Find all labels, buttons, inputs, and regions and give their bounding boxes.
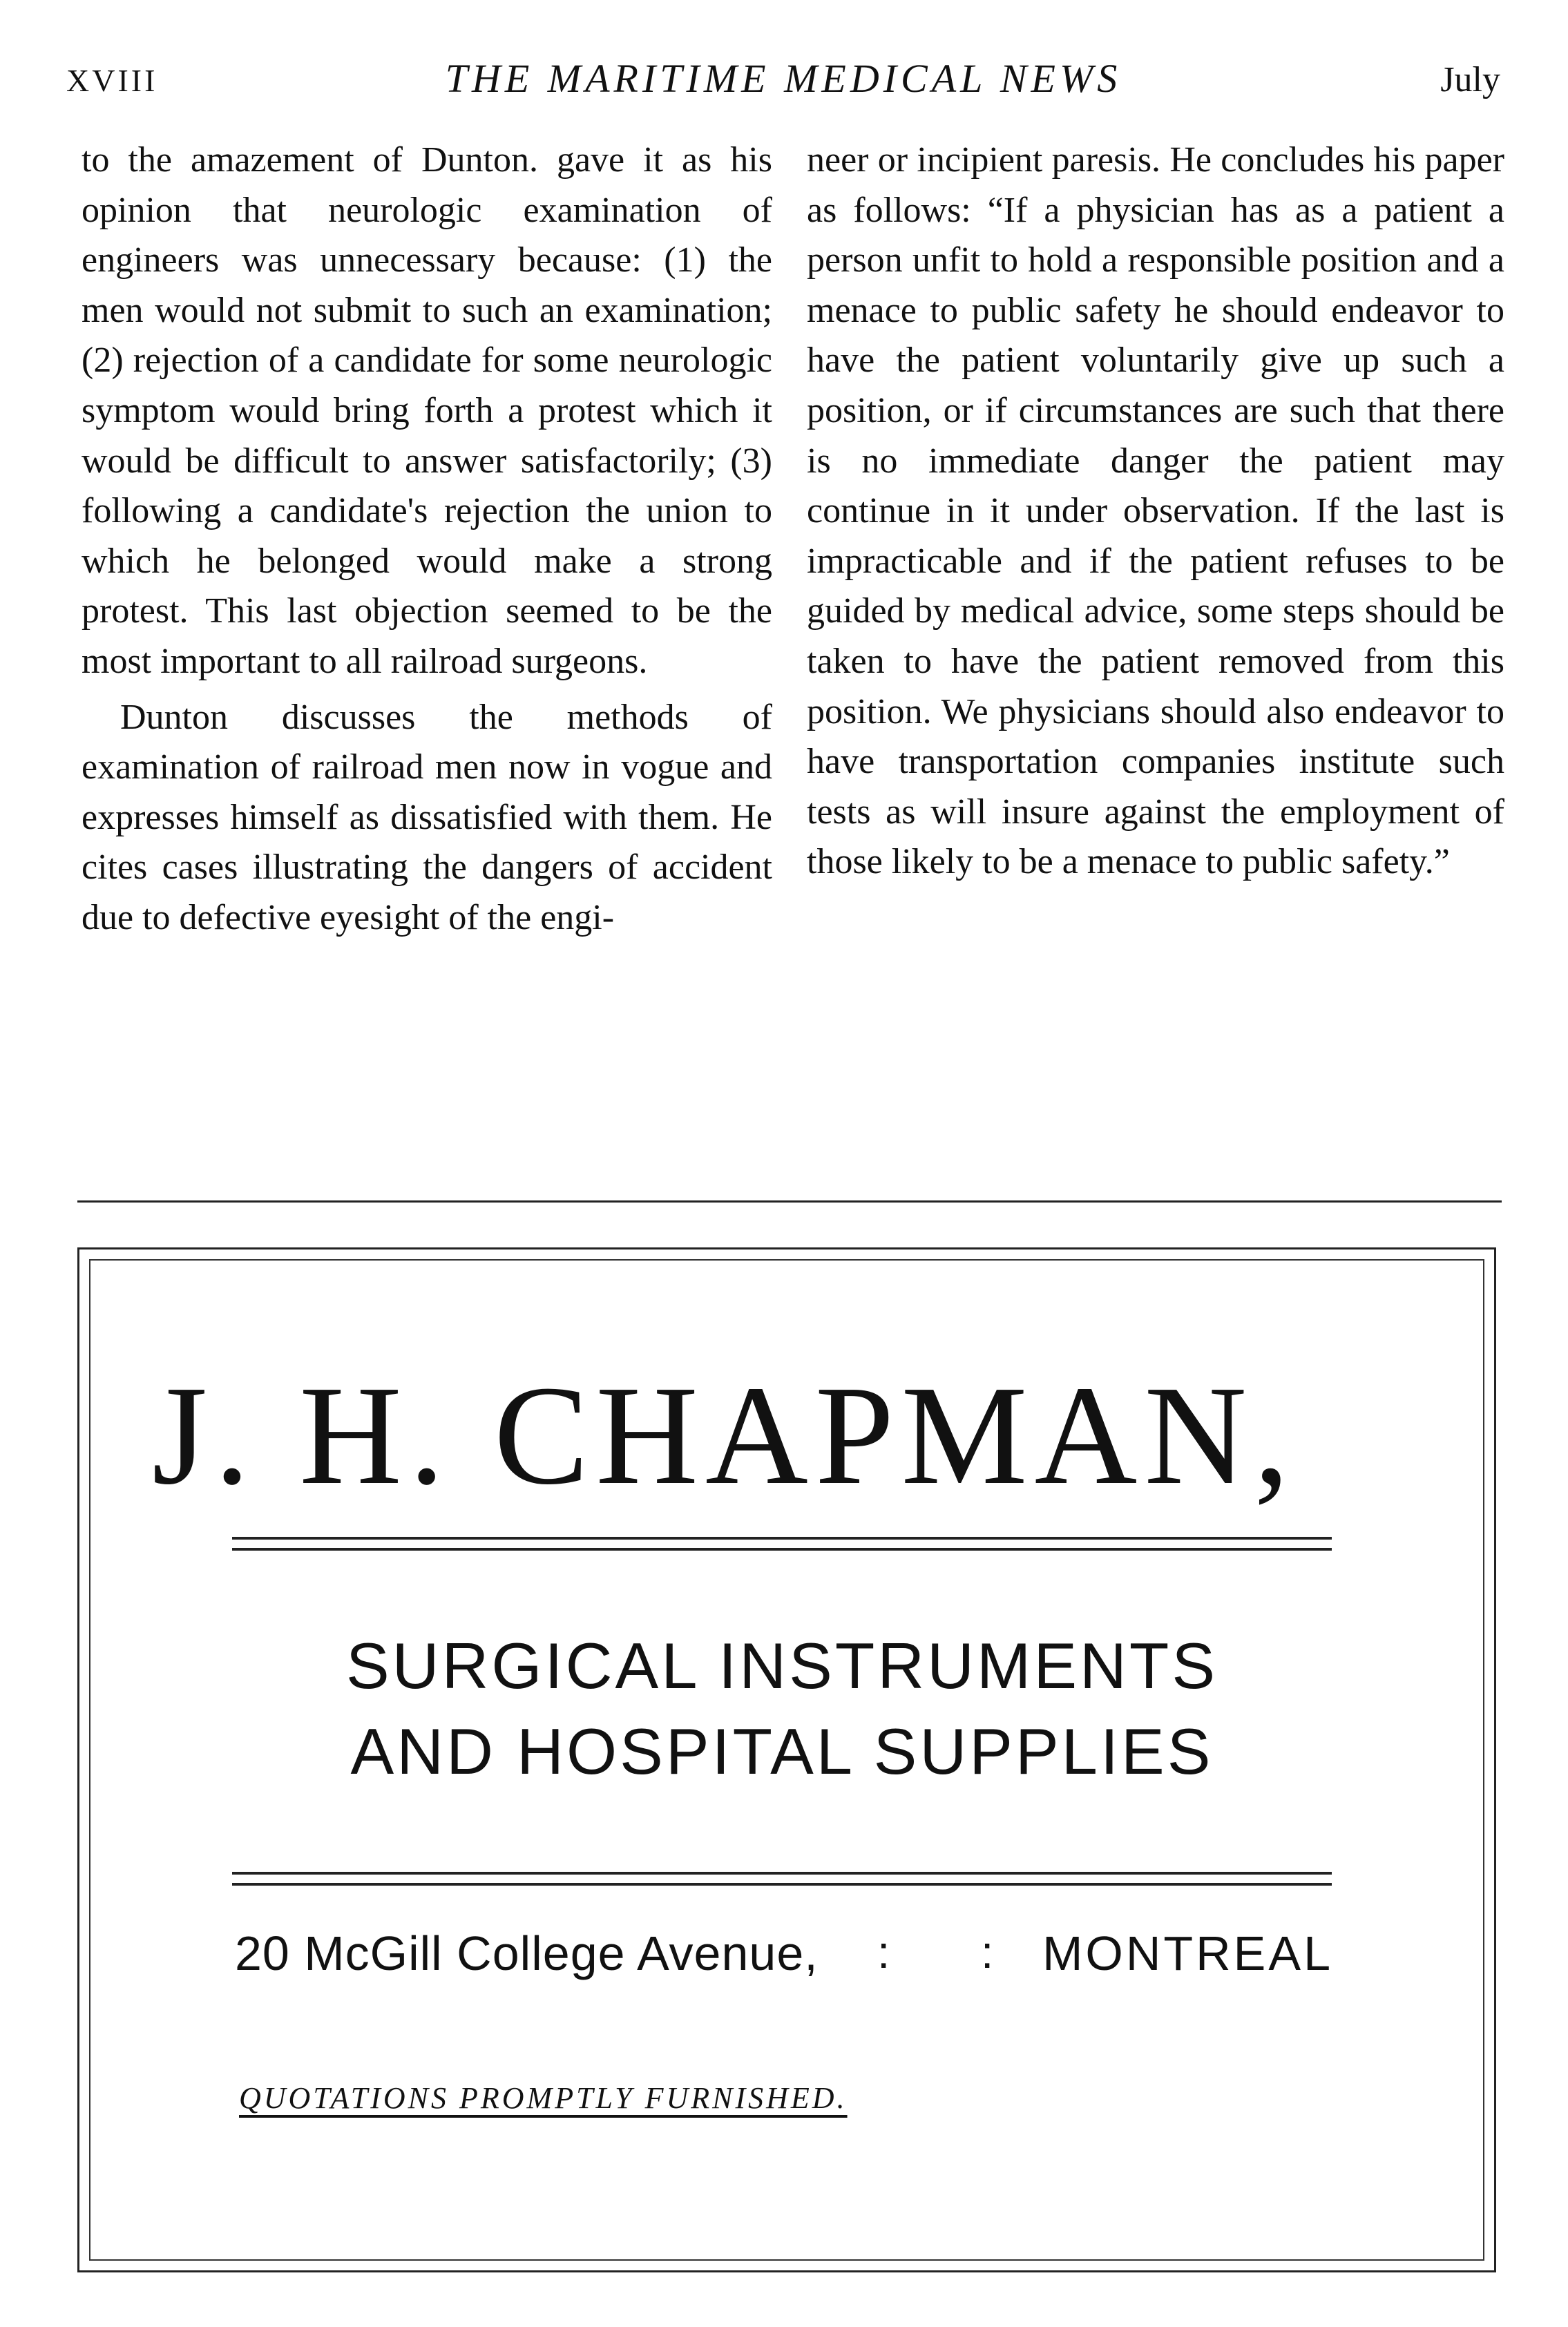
- article-column-right: [807, 135, 1504, 888]
- double-rule: [232, 1537, 1332, 1551]
- advertisement-tagline: QUOTATIONS PROMPTLY FURNISHED.: [239, 2081, 848, 2115]
- address-separator: :: [981, 1926, 994, 1978]
- double-rule: [232, 1872, 1332, 1886]
- article-column-left: [82, 135, 772, 944]
- street-address: 20 McGill College Avenue,: [235, 1926, 819, 1980]
- article-paragraph: Dunton discusses the methods of examination of railroad men now in vogue and expresses himself as dissatisfied with them. He cites cases illustrating the dangers of accident due to defective eyesight of the engi-: [82, 697, 772, 937]
- article-paragraph: to the amazement of Dunton. gave it as his opinion that neurologic examination of engineers was unnecessary because: (1) the men would not submit to such an examination; (2) rejection of a candidate for some neurologic symptom would bring forth a protest which it would be difficult to answer satisfactorily; (3) following a candidate's rejection the union to which he belonged would make a strong protest. This last objection seemed to be the most important to all railroad surgeons.: [82, 140, 772, 681]
- journal-title: THE MARITIME MEDICAL NEWS: [445, 56, 1122, 101]
- page-number: XVIII: [66, 63, 158, 98]
- city-name: MONTREAL: [1042, 1926, 1333, 1980]
- advertiser-name: J. H. CHAPMAN,: [152, 1356, 1297, 1514]
- advertised-products: [232, 1623, 1332, 1794]
- advertiser-address: [235, 1926, 1333, 1988]
- address-separator: :: [877, 1926, 890, 1978]
- issue-month: July: [1440, 60, 1500, 99]
- article-paragraph: neer or incipient paresis. He concludes his paper as follows: “If a physician has as a patient a person unfit to hold a responsible position and a menace to public safety he should endeavor to have the patient voluntarily give up such a position, or if circumstances are such that there is no immediate danger the patient may continue in it under observation. If the last is impracticable and if the patient refuses to be guided by medical advice, some steps should be taken to have the patient removed from this position. We physicians should also endeavor to have transportation companies institute such tests as will insure against the employment of those likely to be a menace to public safety.”: [807, 140, 1504, 882]
- products-line: SURGICAL INSTRUMENTS: [345, 1629, 1218, 1702]
- products-line: AND HOSPITAL SUPPLIES: [350, 1715, 1214, 1788]
- section-divider: [77, 1200, 1502, 1203]
- running-head: [66, 55, 1500, 117]
